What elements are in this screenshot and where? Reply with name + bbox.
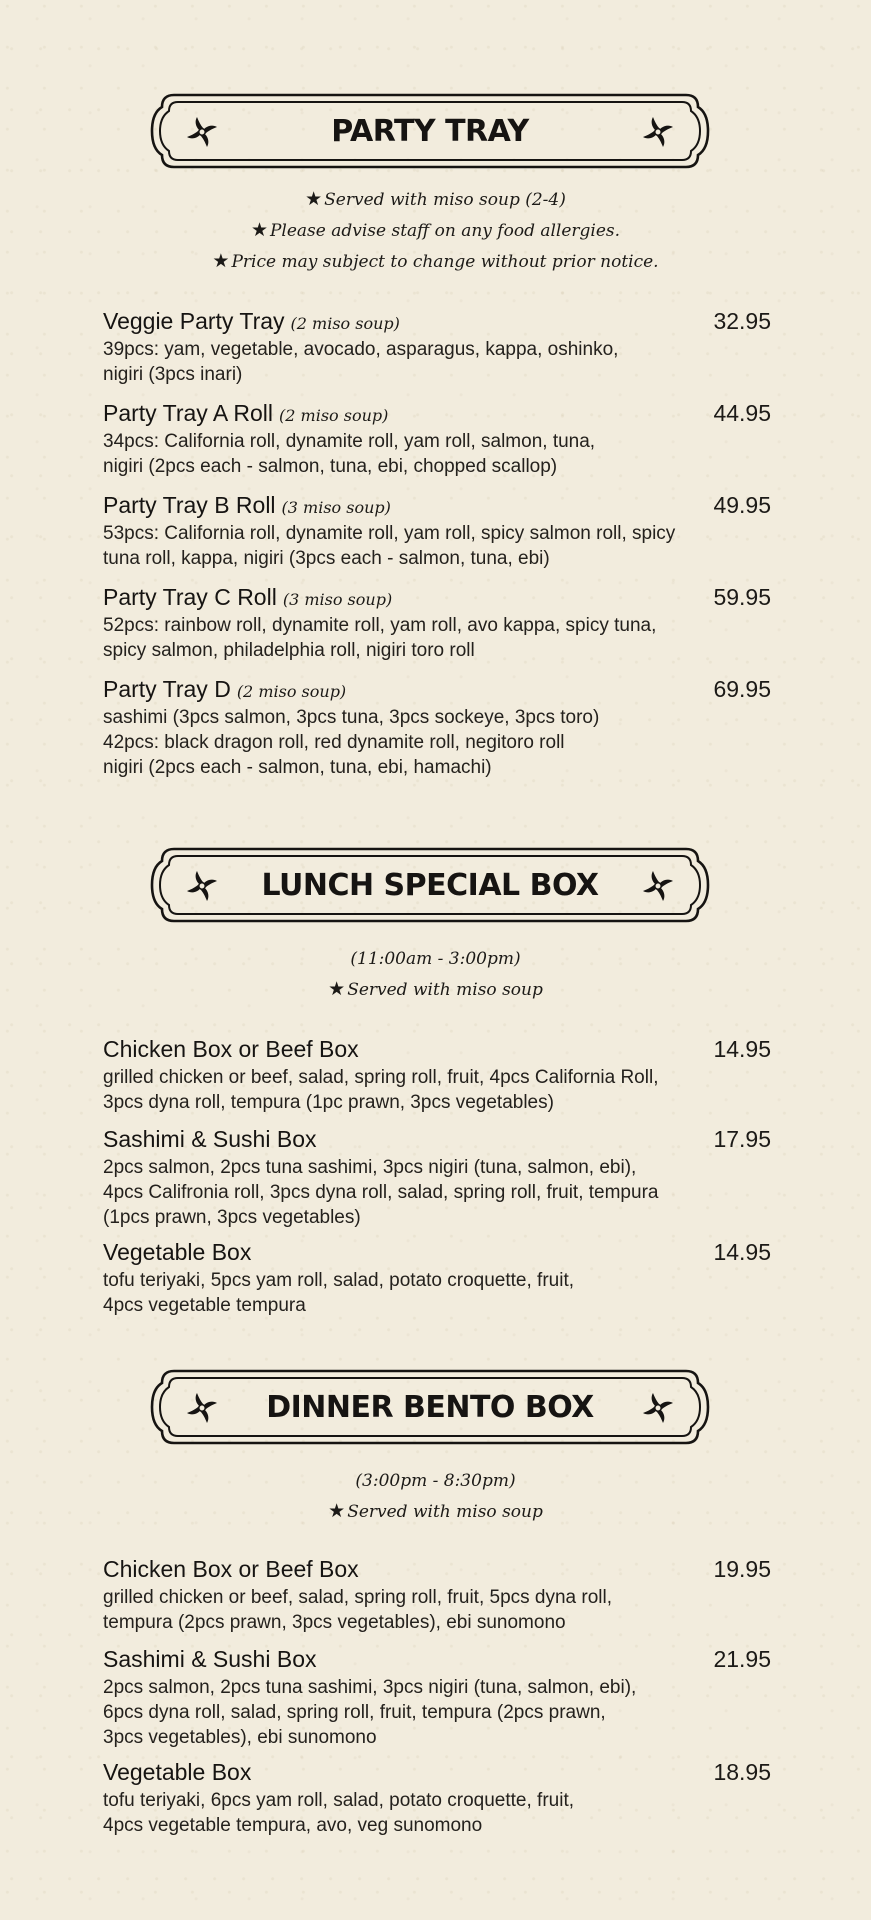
menu-item — [103, 1553, 773, 1635]
menu-item-price: 17.95 — [713, 1126, 771, 1152]
pinwheel-icon — [184, 868, 220, 904]
menu-item-price: 69.95 — [713, 676, 771, 702]
section-banner — [150, 93, 710, 169]
description-line: tofu teriyaki, 6pcs yam roll, salad, potato croquette, fruit, — [103, 1790, 575, 1811]
menu-item-description — [103, 613, 773, 663]
menu-item-header — [103, 1756, 773, 1788]
section-title: DINNER BENTO BOX — [266, 1389, 594, 1425]
menu-item — [103, 397, 773, 479]
description-line: 4pcs vegetable tempura — [103, 1295, 306, 1316]
description-line: 52pcs: rainbow roll, dynamite roll, yam roll, avo kappa, spicy tuna, — [103, 615, 657, 636]
menu-item-price: 44.95 — [713, 400, 771, 426]
menu-item-name: Party Tray D — [103, 676, 231, 702]
menu-item — [103, 581, 773, 663]
menu-item-header — [103, 581, 773, 613]
description-line: 2pcs salmon, 2pcs tuna sashimi, 3pcs nigiri (tuna, salmon, ebi), — [103, 1157, 637, 1178]
menu-item-soup-note: (2 miso soup) — [290, 314, 400, 333]
note-text: Served with miso soup — [347, 1502, 543, 1522]
description-line: spicy salmon, philadelphia roll, nigiri toro roll — [103, 640, 475, 661]
pinwheel-icon — [640, 114, 676, 150]
section-banner — [150, 1369, 710, 1445]
menu-item — [103, 1123, 773, 1230]
star-icon: ★ — [305, 188, 323, 210]
section-notes — [0, 944, 871, 1005]
note-line — [0, 184, 871, 215]
note-line — [0, 1466, 871, 1496]
description-line: 3pcs dyna roll, tempura (1pc prawn, 3pcs vegetables) — [103, 1092, 554, 1113]
menu-item-price: 32.95 — [713, 308, 771, 334]
section-banner — [150, 847, 710, 923]
menu-item-price: 21.95 — [713, 1646, 771, 1672]
menu-item — [103, 489, 773, 571]
menu-item-soup-note: (3 miso soup) — [282, 590, 393, 609]
note-text: Served with miso soup — [347, 980, 543, 1000]
menu-item-header — [103, 489, 773, 521]
description-line: tuna roll, kappa, nigiri (3pcs each - salmon, tuna, ebi) — [103, 548, 550, 569]
description-line: grilled chicken or beef, salad, spring roll, fruit, 5pcs dyna roll, — [103, 1587, 613, 1608]
description-line: tofu teriyaki, 5pcs yam roll, salad, potato croquette, fruit, — [103, 1270, 575, 1291]
menu-item-header — [103, 1553, 773, 1585]
note-line — [0, 246, 871, 277]
menu-item-description — [103, 1155, 773, 1230]
description-line: nigiri (3pcs inari) — [103, 364, 243, 385]
menu-item-description — [103, 705, 773, 780]
menu-item-name: Chicken Box or Beef Box — [103, 1036, 359, 1062]
menu-item-soup-note: (2 miso soup) — [236, 682, 347, 701]
menu-item-price: 18.95 — [713, 1759, 771, 1785]
menu-item-description — [103, 1675, 773, 1750]
menu-item — [103, 1643, 773, 1750]
menu-item-description — [103, 1065, 773, 1115]
menu-item-price: 59.95 — [713, 584, 771, 610]
menu-item-header — [103, 397, 773, 429]
menu-item-price: 14.95 — [713, 1036, 771, 1062]
note-text: (11:00am - 3:00pm) — [350, 949, 521, 969]
note-text: Served with miso soup (2-4) — [324, 190, 566, 210]
menu-item-name: Sashimi & Sushi Box — [103, 1646, 317, 1672]
note-text: Please advise staff on any food allergies. — [269, 221, 621, 241]
star-icon: ★ — [250, 219, 268, 241]
menu-item-header — [103, 673, 773, 705]
description-line: (1pcs prawn, 3pcs vegetables) — [103, 1207, 361, 1228]
star-icon: ★ — [328, 1500, 346, 1522]
note-line — [0, 215, 871, 246]
menu-item-name: Veggie Party Tray — [103, 308, 285, 334]
description-line: 53pcs: California roll, dynamite roll, yam roll, spicy salmon roll, spicy — [103, 523, 676, 544]
menu-item — [103, 1756, 773, 1838]
description-line: 42pcs: black dragon roll, red dynamite roll, negitoro roll — [103, 732, 565, 753]
menu-item-header — [103, 1643, 773, 1675]
description-line: nigiri (2pcs each - salmon, tuna, ebi, hamachi) — [103, 757, 492, 778]
menu-item — [103, 1236, 773, 1318]
description-line: 34pcs: California roll, dynamite roll, yam roll, salmon, tuna, — [103, 431, 596, 452]
star-icon: ★ — [212, 250, 230, 272]
menu-item — [103, 1033, 773, 1115]
menu-item-description — [103, 1788, 773, 1838]
pinwheel-icon — [184, 1390, 220, 1426]
menu-item-description — [103, 337, 773, 387]
note-text: (3:00pm - 8:30pm) — [355, 1471, 516, 1491]
menu-item-description — [103, 429, 773, 479]
menu-item-price: 49.95 — [713, 492, 771, 518]
menu-item-header — [103, 1123, 773, 1155]
section-title: LUNCH SPECIAL BOX — [261, 867, 599, 903]
description-line: 39pcs: yam, vegetable, avocado, asparagus, kappa, oshinko, — [103, 339, 619, 360]
menu-item-name: Vegetable Box — [103, 1759, 252, 1785]
star-icon: ★ — [328, 978, 346, 1000]
menu-item-description — [103, 521, 773, 571]
menu-item-price: 19.95 — [713, 1556, 771, 1582]
description-line: 3pcs vegetables), ebi sunomono — [103, 1727, 377, 1748]
menu-item-soup-note: (3 miso soup) — [281, 498, 391, 517]
description-line: tempura (2pcs prawn, 3pcs vegetables), ebi sunomono — [103, 1612, 566, 1633]
menu-item-header — [103, 1236, 773, 1268]
note-line — [0, 1496, 871, 1527]
description-line: nigiri (2pcs each - salmon, tuna, ebi, chopped scallop) — [103, 456, 558, 477]
pinwheel-icon — [640, 868, 676, 904]
menu-item-name: Sashimi & Sushi Box — [103, 1126, 317, 1152]
note-text: Price may subject to change without prior notice. — [231, 252, 659, 272]
note-line — [0, 944, 871, 974]
menu-item — [103, 305, 773, 387]
menu-item-name: Party Tray B Roll — [103, 492, 276, 518]
menu-item-header — [103, 305, 773, 337]
menu-item-description — [103, 1268, 773, 1318]
description-line: 4pcs vegetable tempura, avo, veg sunomono — [103, 1815, 483, 1836]
section-notes — [0, 184, 871, 277]
pinwheel-icon — [640, 1390, 676, 1426]
note-line — [0, 974, 871, 1005]
description-line: sashimi (3pcs salmon, 3pcs tuna, 3pcs sockeye, 3pcs toro) — [103, 707, 600, 728]
menu-item-name: Vegetable Box — [103, 1239, 252, 1265]
description-line: grilled chicken or beef, salad, spring roll, fruit, 4pcs California Roll, — [103, 1067, 659, 1088]
pinwheel-icon — [184, 114, 220, 150]
menu-item-name: Party Tray C Roll — [103, 584, 277, 610]
description-line: 6pcs dyna roll, salad, spring roll, fruit, tempura (2pcs prawn, — [103, 1702, 606, 1723]
menu-item-name: Chicken Box or Beef Box — [103, 1556, 359, 1582]
menu-item-name: Party Tray A Roll — [103, 400, 274, 426]
description-line: 2pcs salmon, 2pcs tuna sashimi, 3pcs nigiri (tuna, salmon, ebi), — [103, 1677, 637, 1698]
section-notes — [0, 1466, 871, 1527]
section-title: PARTY TRAY — [331, 113, 529, 149]
menu-item-price: 14.95 — [713, 1239, 771, 1265]
menu-item — [103, 673, 773, 780]
menu-item-soup-note: (2 miso soup) — [279, 406, 389, 425]
description-line: 4pcs Califronia roll, 3pcs dyna roll, salad, spring roll, fruit, tempura — [103, 1182, 659, 1203]
menu-item-header — [103, 1033, 773, 1065]
menu-item-description — [103, 1585, 773, 1635]
